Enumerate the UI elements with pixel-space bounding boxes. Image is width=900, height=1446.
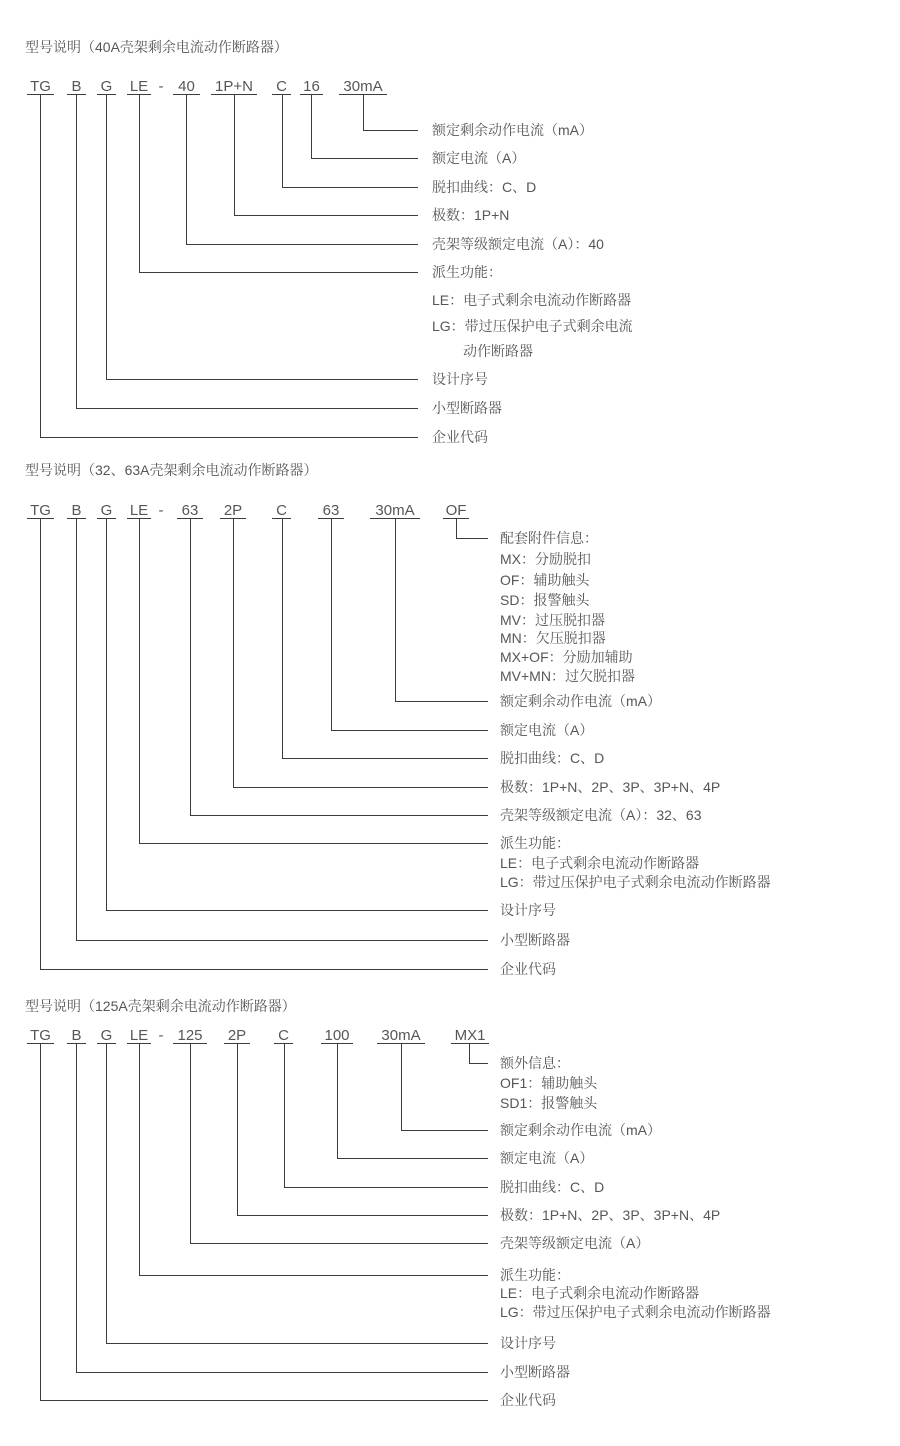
token-2p: 2P	[220, 503, 246, 519]
token-dash: -	[158, 1027, 164, 1044]
connector-vline-le	[139, 1044, 140, 1276]
token-c: C	[272, 79, 291, 95]
connector-hline-of	[456, 538, 488, 539]
label-extra-sd1: SD1：报警触头	[500, 1095, 598, 1111]
token-40: 40	[173, 79, 200, 95]
connector-vline-63-current	[331, 519, 332, 731]
label-design-serial: 设计序号	[432, 371, 488, 387]
label-poles: 极数：1P+N、2P、3P、3P+N、4P	[500, 1207, 721, 1223]
token-tg: TG	[27, 503, 54, 519]
connector-hline-100	[337, 1158, 488, 1159]
connector-vline-mx1	[469, 1044, 470, 1064]
label-accessory-sd: SD：报警触头	[500, 592, 590, 608]
connector-hline-g	[106, 910, 488, 911]
token-mx1: MX1	[451, 1028, 489, 1044]
label-rated-current: 额定电流（A）	[500, 722, 594, 738]
connector-hline-le	[139, 843, 488, 844]
connector-vline-2p	[237, 1044, 238, 1216]
label-extra-info: 额外信息：	[500, 1055, 570, 1071]
token-c: C	[272, 503, 291, 519]
connector-hline-tg	[40, 969, 488, 970]
label-accessory-mx-of: MX+OF：分励加辅助	[500, 649, 633, 665]
label-mcb: 小型断路器	[500, 1364, 570, 1380]
connector-vline-1pn	[234, 95, 235, 216]
connector-hline-g	[106, 379, 418, 380]
connector-vline-tg	[40, 519, 41, 970]
label-poles: 极数：1P+N、2P、3P、3P+N、4P	[500, 779, 721, 795]
label-derived-le: LE：电子式剩余电流动作断路器	[432, 292, 632, 308]
label-design-serial: 设计序号	[500, 902, 556, 918]
label-derived-le: LE：电子式剩余电流动作断路器	[500, 855, 700, 871]
connector-hline-c	[284, 1187, 488, 1188]
connector-hline-30ma	[395, 701, 488, 702]
connector-hline-tg	[40, 1400, 488, 1401]
connector-hline-le	[139, 272, 418, 273]
label-rated-residual-current: 额定剩余动作电流（mA）	[500, 693, 661, 709]
connector-hline-1pn	[234, 215, 418, 216]
token-b: B	[67, 1028, 86, 1044]
connector-vline-le	[139, 95, 140, 273]
connector-hline-16	[311, 158, 418, 159]
connector-vline-63-frame	[190, 519, 191, 816]
token-100: 100	[321, 1028, 353, 1044]
connector-vline-b	[76, 1044, 77, 1373]
connector-hline-30ma	[401, 1130, 488, 1131]
connector-hline-b	[76, 408, 418, 409]
label-derived-lg-line2: 动作断路器	[463, 343, 533, 359]
label-accessory-mx: MX：分励脱扣	[500, 551, 591, 567]
connector-hline-125	[190, 1243, 488, 1244]
token-16: 16	[300, 79, 323, 95]
token-g: G	[97, 503, 116, 519]
label-accessory-mn: MN：欠压脱扣器	[500, 630, 606, 646]
label-design-serial: 设计序号	[500, 1335, 556, 1351]
token-g: G	[97, 1028, 116, 1044]
connector-vline-c	[284, 1044, 285, 1188]
token-1pn: 1P+N	[211, 79, 257, 95]
label-accessory-info: 配套附件信息：	[500, 530, 598, 546]
label-trip-curve: 脱扣曲线：C、D	[500, 750, 605, 766]
label-company-code: 企业代码	[432, 429, 488, 445]
label-rated-current: 额定电流（A）	[432, 150, 526, 166]
connector-hline-c	[282, 187, 418, 188]
connector-vline-b	[76, 95, 77, 409]
token-63-current: 63	[318, 503, 344, 519]
label-derived-function: 派生功能：	[500, 835, 570, 851]
label-derived-lg: LG：带过压保护电子式剩余电流	[432, 318, 633, 334]
connector-vline-c	[282, 519, 283, 759]
label-derived-lg: LG：带过压保护电子式剩余电流动作断路器	[500, 1304, 771, 1320]
section-title-40a: 型号说明（40A壳架剩余电流动作断路器）	[25, 39, 288, 55]
label-mcb: 小型断路器	[500, 932, 570, 948]
connector-vline-of	[456, 519, 457, 539]
connector-vline-30ma	[363, 95, 364, 131]
token-le: LE	[127, 1028, 151, 1044]
label-rated-residual-current: 额定剩余动作电流（mA）	[432, 122, 593, 138]
token-tg: TG	[27, 79, 54, 95]
label-accessory-of: OF：辅助触头	[500, 572, 590, 588]
token-c: C	[274, 1028, 293, 1044]
token-30ma: 30mA	[370, 503, 420, 519]
label-frame-rated-current: 壳架等级额定电流（A）：40	[432, 236, 604, 252]
connector-hline-g	[106, 1343, 488, 1344]
connector-hline-tg	[40, 437, 418, 438]
connector-hline-30ma	[363, 130, 418, 131]
connector-vline-16	[311, 95, 312, 159]
connector-vline-tg	[40, 95, 41, 438]
connector-hline-b	[76, 940, 488, 941]
token-b: B	[67, 503, 86, 519]
label-accessory-mv-mn: MV+MN：过欠脱扣器	[500, 668, 635, 684]
token-30ma: 30mA	[377, 1028, 425, 1044]
connector-vline-c	[282, 95, 283, 188]
label-trip-curve: 脱扣曲线：C、D	[500, 1179, 605, 1195]
label-frame-rated-current: 壳架等级额定电流（A）	[500, 1235, 650, 1251]
connector-vline-125	[190, 1044, 191, 1244]
label-rated-residual-current: 额定剩余动作电流（mA）	[500, 1122, 661, 1138]
label-mcb: 小型断路器	[432, 400, 502, 416]
connector-vline-40	[186, 95, 187, 245]
label-derived-function: 派生功能：	[500, 1267, 570, 1283]
connector-vline-le	[139, 519, 140, 844]
token-b: B	[67, 79, 86, 95]
label-derived-function: 派生功能：	[432, 264, 502, 280]
connector-hline-40	[186, 244, 418, 245]
connector-hline-le	[139, 1275, 488, 1276]
label-rated-current: 额定电流（A）	[500, 1150, 594, 1166]
label-company-code: 企业代码	[500, 961, 556, 977]
token-dash: -	[158, 502, 164, 519]
connector-vline-g	[106, 1044, 107, 1344]
token-125: 125	[173, 1028, 207, 1044]
connector-hline-2p	[237, 1215, 488, 1216]
label-frame-rated-current: 壳架等级额定电流（A）：32、63	[500, 807, 702, 823]
section-title-32-63a: 型号说明（32、63A壳架剩余电流动作断路器）	[25, 462, 318, 478]
label-derived-le: LE：电子式剩余电流动作断路器	[500, 1285, 700, 1301]
token-tg: TG	[27, 1028, 54, 1044]
token-30ma: 30mA	[339, 79, 387, 95]
label-trip-curve: 脱扣曲线：C、D	[432, 179, 537, 195]
token-le: LE	[127, 503, 151, 519]
connector-vline-tg	[40, 1044, 41, 1401]
token-of: OF	[443, 503, 469, 519]
label-derived-lg: LG：带过压保护电子式剩余电流动作断路器	[500, 874, 771, 890]
connector-hline-63-frame	[190, 815, 488, 816]
connector-vline-2p	[233, 519, 234, 788]
label-accessory-mv: MV：过压脱扣器	[500, 612, 605, 628]
connector-vline-100	[337, 1044, 338, 1159]
token-g: G	[97, 79, 116, 95]
connector-hline-2p	[233, 787, 488, 788]
connector-vline-30ma	[401, 1044, 402, 1131]
connector-vline-b	[76, 519, 77, 941]
connector-hline-c	[282, 758, 488, 759]
section-title-125a: 型号说明（125A壳架剩余电流动作断路器）	[25, 998, 296, 1014]
token-63-frame: 63	[177, 503, 203, 519]
token-dash: -	[158, 78, 164, 95]
label-company-code: 企业代码	[500, 1392, 556, 1408]
label-poles: 极数：1P+N	[432, 207, 510, 223]
connector-hline-63-current	[331, 730, 488, 731]
connector-vline-g	[106, 519, 107, 911]
label-extra-of1: OF1：辅助触头	[500, 1075, 598, 1091]
connector-hline-mx1	[469, 1063, 488, 1064]
token-le: LE	[127, 79, 151, 95]
connector-vline-30ma	[395, 519, 396, 702]
connector-hline-b	[76, 1372, 488, 1373]
connector-vline-g	[106, 95, 107, 380]
token-2p: 2P	[224, 1028, 250, 1044]
